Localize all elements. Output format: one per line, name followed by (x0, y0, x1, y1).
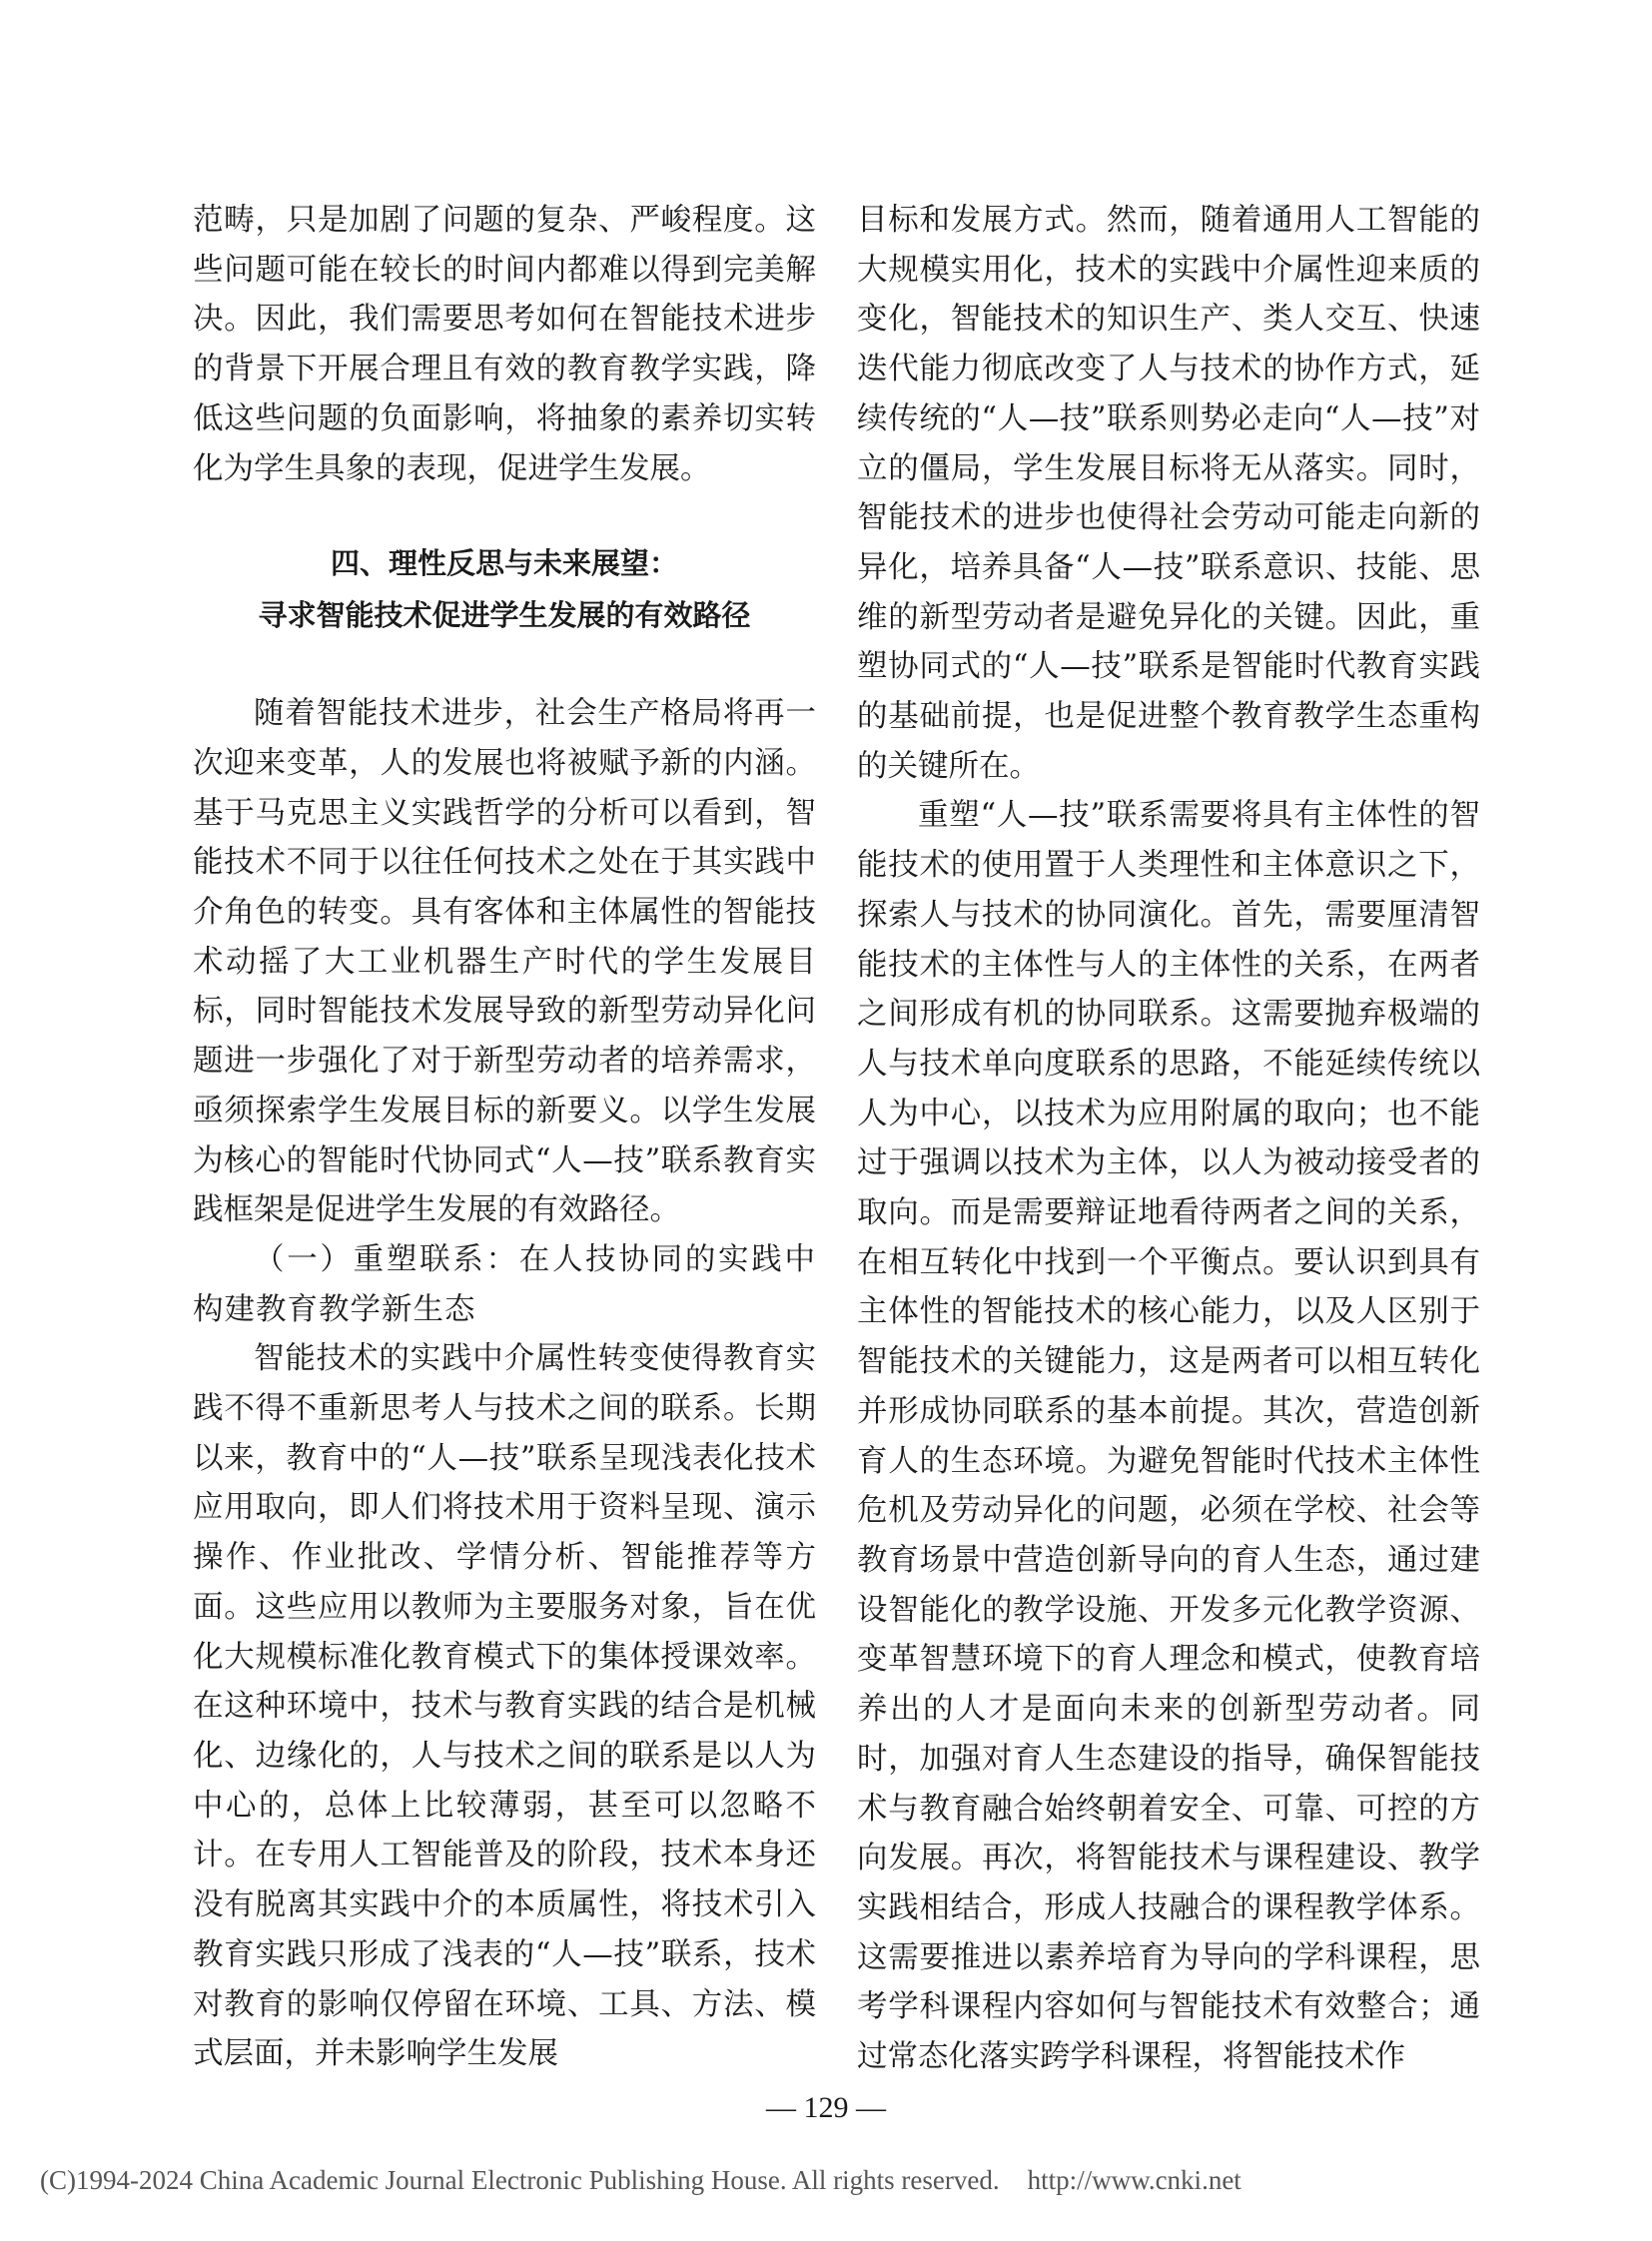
copyright-text: (C)1994-2024 China Academic Journal Electronic Publishing House. All rights reserved. (40, 2165, 1000, 2195)
paragraph-body: 智能技术的实践中介属性转变使得教育实践不得不重新思考人与技术之间的联系。长期以来，教育中的“人—技”联系呈现浅表化技术应用取向，即人们将技术用于资料呈现、演示操作、作业批改、学情分析、智能推荐等方面。这些应用以教师为主要服务对象，旨在优化大规模标准化教育模式下的集体授课效率。在这种环境中，技术与教育实践的结合是机械化、边缘化的，人与技术之间的联系是以人为中心的，总体上比较薄弱，甚至可以忽略不计。在专用人工智能普及的阶段，技术本身还没有脱离其实践中介的本质属性，将技术引入教育实践只形成了浅表的“人—技”联系，技术对教育的影响仅停留在环境、工具、方法、模式层面，并未影响学生发展 (193, 1341, 816, 2072)
copyright-footer (40, 2165, 1241, 2196)
section-title (193, 537, 816, 641)
section-title-line1: 四、理性反思与未来展望： (330, 546, 678, 581)
footer-url: http://www.cnki.net (1027, 2165, 1241, 2195)
right-column (857, 196, 1480, 2082)
paragraph-intro: 随着智能技术进步，社会生产格局将再一次迎来变革，人的发展也将被赋予新的内涵。基于马克思主义实践哲学的分析可以看到，智能技术不同于以往任何技术之处在于其实践中介角色的转变。具有客体和主体属性的智能技术动摇了大工业机器生产时代的学生发展目标，同时智能技术发展导致的新型劳动异化问题进一步强化了对于新型劳动者的培养需求，亟须探索学生发展目标的新要义。以学生发展为核心的智能时代协同式“人—技”联系教育实践框架是促进学生发展的有效路径。 (193, 696, 816, 1228)
paragraph-continuation: 目标和发展方式。然而，随着通用人工智能的大规模实用化，技术的实践中介属性迎来质的变化，智能技术的知识生产、类人交互、快速迭代能力彻底改变了人与技术的协作方式，延续传统的“人—技”联系则势必走向“人—技”对立的僵局，学生发展目标将无从落实。同时，智能技术的进步也使得社会劳动可能走向新的异化，培养具备“人—技”联系意识、技能、思维的新型劳动者是避免异化的关键。因此，重塑协同式的“人—技”联系是智能时代教育实践的基础前提，也是促进整个教育教学生态重构的关键所在。 (857, 203, 1480, 784)
section-title-line2: 寻求智能技术促进学生发展的有效路径 (258, 598, 751, 633)
page-number: — 129 — (766, 2091, 886, 2124)
left-column (193, 196, 816, 2079)
subsection-heading: （一）重塑联系：在人技协同的实践中构建教育教学新生态 (193, 1241, 816, 1327)
paragraph-continuation: 范畴，只是加剧了问题的复杂、严峻程度。这些问题可能在较长的时间内都难以得到完美解决。因此，我们需要思考如何在智能技术进步的背景下开展合理且有效的教育教学实践，降低这些问题的负面影响，将抽象的素养切实转化为学生具象的表现，促进学生发展。 (193, 203, 816, 486)
paragraph-body: 重塑“人—技”联系需要将具有主体性的智能技术的使用置于人类理性和主体意识之下，探索人与技术的协同演化。首先，需要厘清智能技术的主体性与人的主体性的关系，在两者之间形成有机的协同联系。这需要抛弃极端的人与技术单向度联系的思路，不能延续传统以人为中心，以技术为应用附属的取向；也不能过于强调以技术为主体，以人为被动接受者的取向。而是需要辩证地看待两者之间的关系，在相互转化中找到一个平衡点。要认识到具有主体性的智能技术的核心能力，以及人区别于智能技术的关键能力，这是两者可以相互转化并形成协同联系的基本前提。其次，营造创新育人的生态环境。为避免智能时代技术主体性危机及劳动异化的问题，必须在学校、社会等教育场景中营造创新导向的育人生态，通过建设智能化的教学设施、开发多元化教学资源、变革智慧环境下的育人理念和模式，使教育培养出的人才是面向未来的创新型劳动者。同时，加强对育人生态建设的指导，确保智能技术与教育融合始终朝着安全、可靠、可控的方向发展。再次，将智能技术与课程建设、教学实践相结合，形成人技融合的课程教学体系。这需要推进以素养培育为导向的学科课程，思考学科课程内容如何与智能技术有效整合；通过常态化落实跨学科课程，将智能技术作 (857, 798, 1480, 2075)
